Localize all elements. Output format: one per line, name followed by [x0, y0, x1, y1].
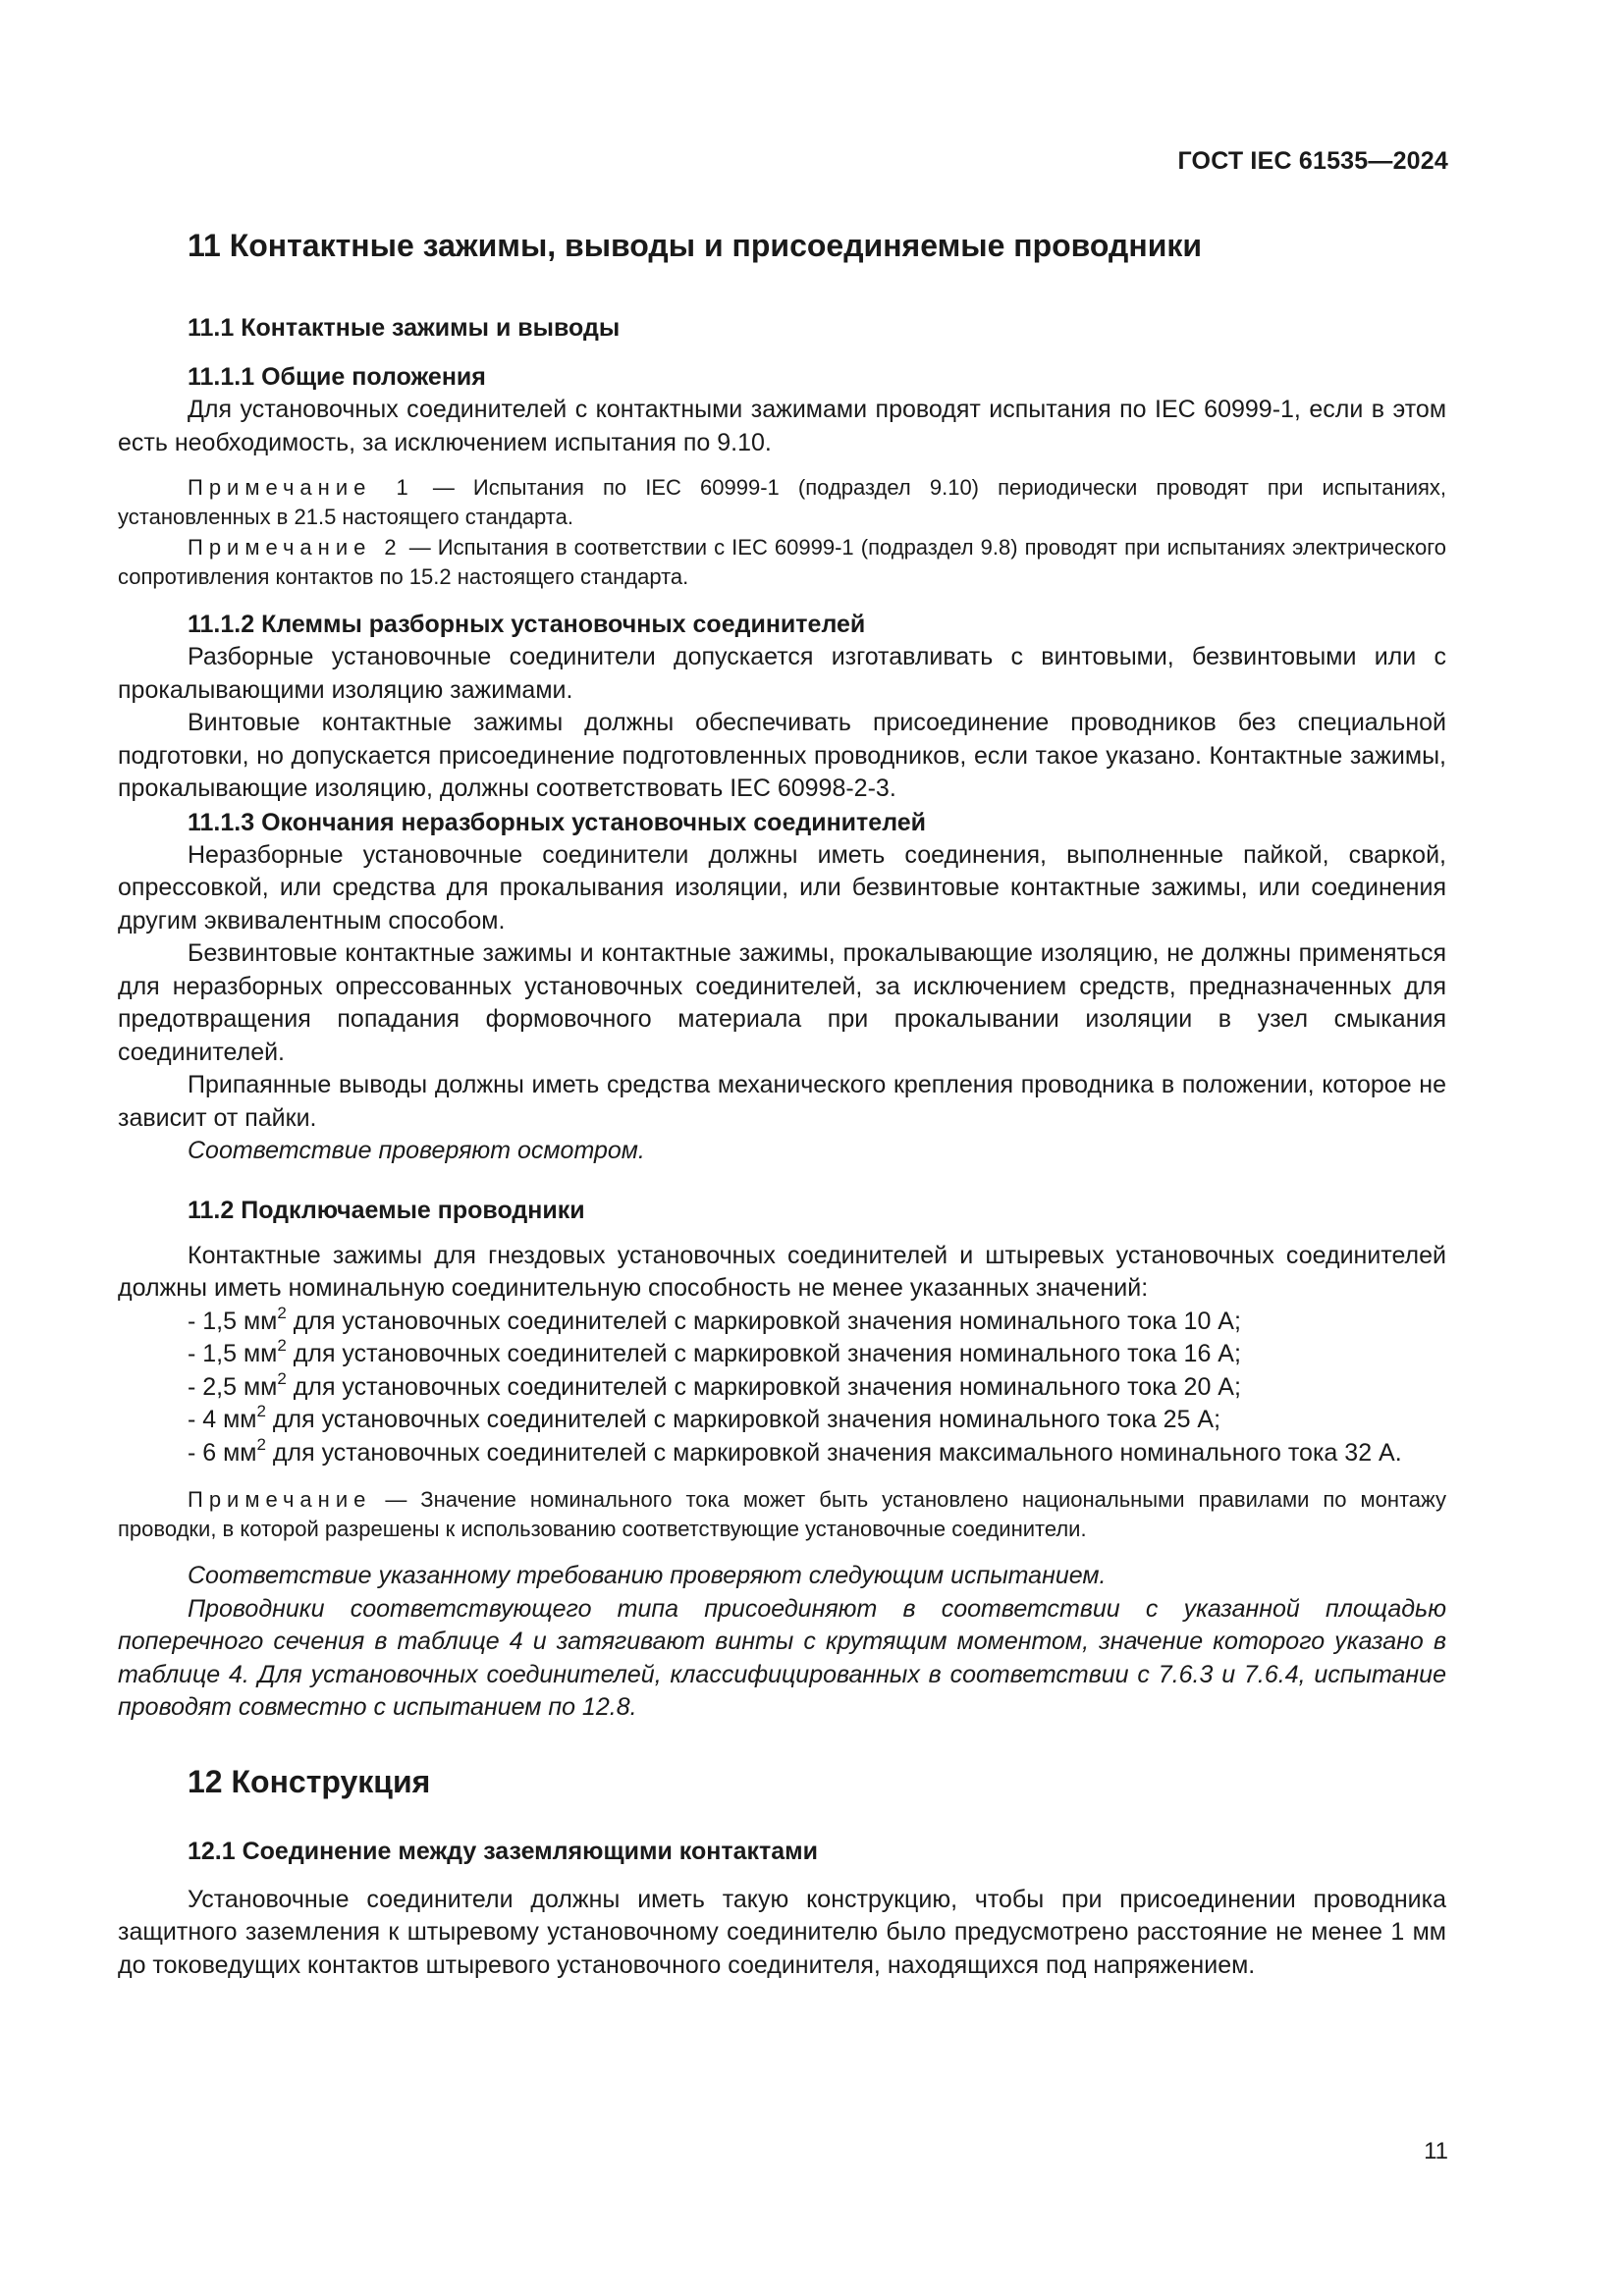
note-2 [118, 533, 1446, 592]
paragraph: Винтовые контактные зажимы должны обеспечивать присоединение проводников без специальной подготовки, но допускается присоединение подготовленных проводников, если такое указано. Контактные зажимы, прокалывающие изоляцию, должны соответствовать IEC 60998-2-3. [118, 709, 1446, 802]
document-body [118, 224, 1446, 1982]
note-label: Примечание 1 [188, 475, 414, 500]
section-11-1-title: 11.1 Контактные зажимы и выводы [188, 314, 621, 342]
list-item [118, 1368, 1446, 1405]
section-11-2-title: 11.2 Подключаемые проводники [188, 1196, 585, 1224]
list-value: - 1,5 мм [188, 1307, 278, 1335]
list-text: для установочных соединителей с маркировкой значения номинального тока 25 А; [265, 1406, 1221, 1433]
list-text: для установочных соединителей с маркировкой значения номинального тока 10 А; [286, 1307, 1241, 1335]
paragraph: Для установочных соединителей с контактными зажимами проводят испытания по IEC 60999-1, если в этом есть необходимость, за исключением испытания по 9.10. [118, 396, 1446, 456]
paragraph: Припаянные выводы должны иметь средства механического крепления проводника в положении, которое не зависит от пайки. [118, 1071, 1446, 1132]
paragraph: Установочные соединители должны иметь такую конструкцию, чтобы при присоединении проводника защитного заземления к штыревому установочному соединителю было предусмотрено расстояние не менее 1 мм до токоведущих контактов штыревого установочного соединителя, находящихся под напряжением. [118, 1885, 1446, 1979]
list-text: для установочных соединителей с маркировкой значения номинального тока 20 А; [286, 1372, 1241, 1401]
note-label: Примечание [188, 1487, 372, 1512]
paragraph-italic: Проводники соответствующего типа присоединяют в соответствии с указанной площадью поперечного сечения в таблице 4 и затягивают винты с крутящим моментом, значение которого указано в таблице 4. Для установочных соединителей, классифицированных в соответствии с 7.6.3 и 7.6.4, испытание проводят совместно с испытанием по 12.8. [118, 1594, 1446, 1721]
list-text: для установочных соединителей с маркировкой значения номинального тока 16 А; [286, 1340, 1241, 1367]
note-label: Примечание 2 [188, 535, 403, 560]
superscript: 2 [277, 1368, 287, 1388]
note-text: — Испытания по IEC 60999-1 (подраздел 9.10) периодически проводят при испытаниях, установленных в 21.5 настоящего стандарта. [118, 475, 1447, 529]
list-item [118, 1434, 1446, 1470]
list-text: для установочных соединителей с маркировкой значения максимального номинального тока 32 А. [265, 1438, 1402, 1467]
section-11-title: 11 Контактные зажимы, выводы и присоединяемые проводники [188, 228, 1203, 263]
section-11-1-1-title: 11.1.1 Общие положения [188, 363, 486, 391]
paragraph-italic: Соответствие указанному требованию проверяют следующим испытанием. [188, 1562, 1107, 1589]
note-text: — Испытания в соответствии с IEC 60999-1 (подраздел 9.8) проводят при испытаниях электрического сопротивления контактов по 15.2 настоящего стандарта. [118, 535, 1446, 589]
superscript: 2 [256, 1434, 266, 1454]
list-item [118, 1338, 1446, 1371]
note-text: — Значение номинального тока может быть установлено национальными правилами по монтажу проводки, в которой разрешены к использованию соответствующие установочные соединители. [118, 1487, 1446, 1541]
section-11-1-2-title: 11.1.2 Клеммы разборных установочных соединителей [188, 611, 866, 638]
list-value: - 4 мм [188, 1406, 257, 1433]
section-12-title: 12 Конструкция [188, 1763, 431, 1799]
page-number: 11 [1424, 2138, 1448, 2164]
paragraph: Разборные установочные соединители допускается изготавливать с винтовыми, безвинтовыми или с прокалывающими изоляцию зажимами. [118, 643, 1446, 704]
paragraph-italic: Соответствие проверяют осмотром. [188, 1137, 645, 1164]
list-value: - 6 мм [188, 1438, 257, 1467]
list-item [118, 1303, 1446, 1339]
list-value: - 1,5 мм [188, 1340, 278, 1367]
note [118, 1485, 1446, 1544]
note-1 [118, 473, 1446, 532]
section-11-1-3-title: 11.1.3 Окончания неразборных установочных соединителей [188, 808, 927, 836]
paragraph: Контактные зажимы для гнездовых установочных соединителей и штыревых установочных соединителей должны иметь номинальную соединительную способность не менее указанных значений: [118, 1241, 1446, 1302]
list-item [118, 1404, 1446, 1437]
superscript: 2 [277, 1336, 287, 1355]
list-value: - 2,5 мм [188, 1372, 278, 1401]
section-12-1-title: 12.1 Соединение между заземляющими контактами [188, 1837, 818, 1865]
superscript: 2 [256, 1402, 266, 1420]
document-header: ГОСТ IEC 61535—2024 [1177, 147, 1448, 175]
superscript: 2 [277, 1303, 287, 1322]
paragraph: Безвинтовые контактные зажимы и контактные зажимы, прокалывающие изоляцию, не должны применяться для неразборных опрессованных установочных соединителей, за исключением средств, предназначенных для предотвращения попадания формовочного материала при прокалывании изоляции в узел смыкания соединителей. [118, 939, 1446, 1066]
paragraph: Неразборные установочные соединители должны иметь соединения, выполненные пайкой, сваркой, опрессовкой, или средства для прокалывания изоляции, или безвинтовые контактные зажимы, или соединения другим эквивалентным способом. [118, 840, 1446, 934]
